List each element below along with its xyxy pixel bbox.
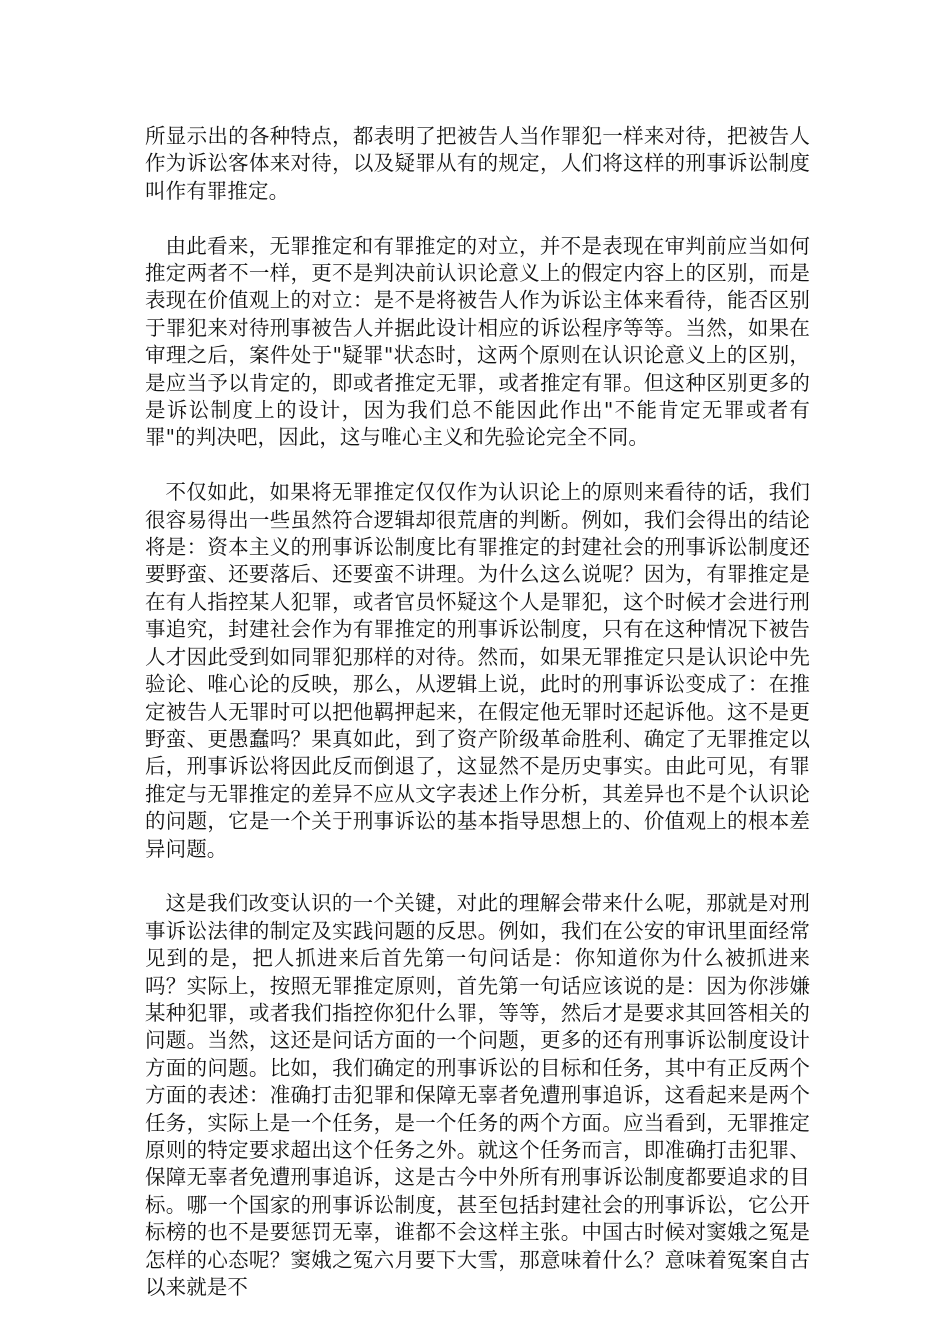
paragraph-2: 由此看来，无罪推定和有罪推定的对立，并不是表现在审判前应当如何推定两者不一样，更不是判决前认识论意义上的假定内容上的区别，而是表现在价值观上的对立：是不是将被告人作为诉讼主体来看待，能否区别于罪犯来对待刑事被告人并据此设计相应的诉讼程序等等。当然，如果在审理之后，案件处于"疑罪"状态时，这两个原则在认识论意义上的区别，是应当予以肯定的，即或者推定无罪，或者推定有罪。但这种区别更多的是诉讼制度上的设计，因为我们总不能因此作出"不能肯定无罪或者有罪"的判决吧，因此，这与唯心主义和先验论完全不同。 bbox=[145, 233, 810, 450]
paragraph-1: 所显示出的各种特点，都表明了把被告人当作罪犯一样来对待，把被告人作为诉讼客体来对待，以及疑罪从有的规定，人们将这样的刑事诉讼制度叫作有罪推定。 bbox=[145, 124, 810, 203]
paragraph-gap bbox=[145, 452, 810, 479]
paragraph-3: 不仅如此，如果将无罪推定仅仅作为认识论上的原则来看待的话，我们很容易得出一些虽然符合逻辑却很荒唐的判断。例如，我们会得出的结论将是：资本主义的刑事诉讼制度比有罪推定的封建社会的刑事诉讼制度还要野蛮、还要落后、还要蛮不讲理。为什么这么说呢？因为，有罪推定是在有人指控某人犯罪，或者官员怀疑这个人是罪犯，这个时候才会进行刑事追究，封建社会作为有罪推定的刑事诉讼制度，只有在这种情况下被告人才因此受到如同罪犯那样的对待。然而，如果无罪推定只是认识论中先验论、唯心论的反映，那么，从逻辑上说，此时的刑事诉讼变成了：在推定被告人无罪时可以把他羁押起来，在假定他无罪时还起诉他。这不是更野蛮、更愚蠢吗？果真如此，到了资产阶级革命胜利、确定了无罪推定以后，刑事诉讼将因此反而倒退了，这显然不是历史事实。由此可见，有罪推定与无罪推定的差异不应从文字表述上作分析，其差异也不是个认识论的问题，它是一个关于刑事诉讼的基本指导思想上的、价值观上的根本差异问题。 bbox=[145, 480, 810, 861]
paragraph-gap bbox=[145, 863, 810, 890]
paragraph-4: 这是我们改变认识的一个关键，对此的理解会带来什么呢，那就是对刑事诉讼法律的制定及实践问题的反思。例如，我们在公安的审讯里面经常见到的是，把人抓进来后首先第一句问话是：你知道你为什么被抓进来吗？实际上，按照无罪推定原则，首先第一句话应该说的是：因为你涉嫌某种犯罪，或者我们指控你犯什么罪，等等，然后才是要求其回答相关的问题。当然，这还是问话方面的一个问题，更多的还有刑事诉讼制度设计方面的问题。比如，我们确定的刑事诉讼的目标和任务，其中有正反两个方面的表述：准确打击犯罪和保障无辜者免遭刑事追诉，这看起来是两个任务，实际上是一个任务，是一个任务的两个方面。应当看到，无罪推定原则的特定要求超出这个任务之外。就这个任务而言，即准确打击犯罪、保障无辜者免遭刑事追诉，这是古今中外所有刑事诉讼制度都要追求的目标。哪一个国家的刑事诉讼制度，甚至包括封建社会的刑事诉讼，它公开标榜的也不是要惩罚无辜，谁都不会这样主张。中国古时候对窦娥之冤是怎样的心态呢？窦娥之冤六月要下大雪，那意味着什么？意味着冤案自古以来就是不 bbox=[145, 891, 810, 1300]
paragraph-gap bbox=[145, 205, 810, 232]
document-body bbox=[145, 123, 810, 1301]
